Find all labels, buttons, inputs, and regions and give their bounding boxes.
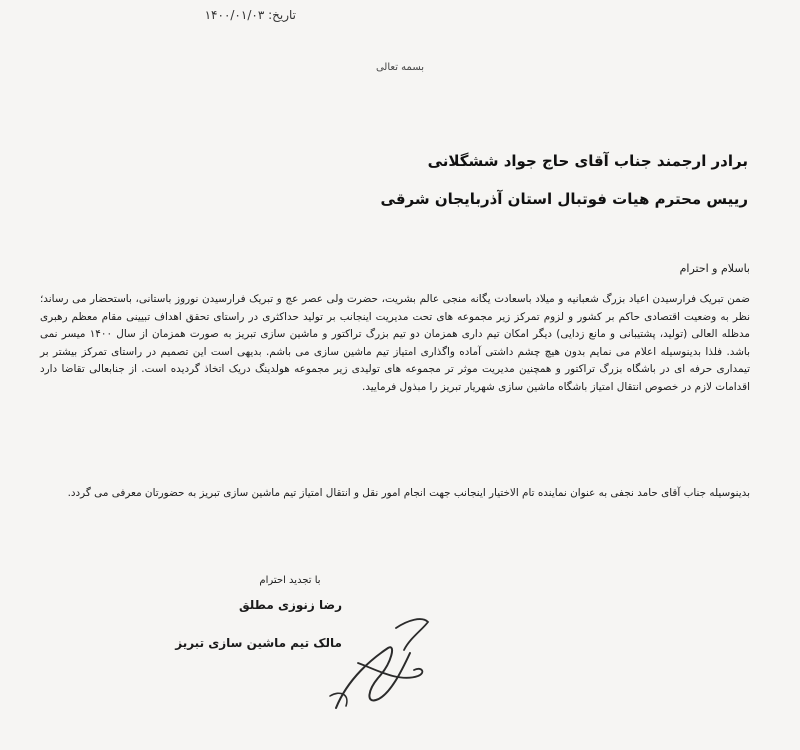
signer-title: مالک تیم ماشین سازی تبریز (175, 636, 342, 650)
recipient-name: برادر ارجمند جناب آقای حاج جواد ششگلانی (427, 152, 748, 170)
body-paragraph-2: بدینوسیله جناب آقای حامد نجفی به عنوان نماینده تام الاختیار اینجانب جهت انجام امور نقل و انتقال امتیاز تیم ماشین سازی تبریز به حضورتان معرفی می گردد. (67, 487, 750, 499)
letter-date: تاریخ: ۱۴۰۰/۰۱/۰۳ (204, 8, 296, 22)
recipient-title: رییس محترم هیات فوتبال استان آذربایجان شرقی (380, 190, 748, 208)
handwritten-signature (318, 608, 438, 720)
closing-regards: با تجدید احترام (259, 575, 321, 586)
signer-name: رضا زنوزی مطلق (238, 598, 342, 612)
body-paragraph-1: ضمن تبریک فرارسیدن اعیاد بزرگ شعبانیه و میلاد باسعادت یگانه منجی عالم بشریت، حضرت ولی عصر عج و تبریک فرارسیدن نوروز باستانی، باستحضار می رساند؛ نظر به وضعیت اقتصادی حاکم بر کشور و لزوم تمرکز زیر مجموعه های تحت مدیریت اینجانب بر تولید حداکثری در راستای تحقق اهداف تبیینی مقام معظم رهبری مدظله العالی (تولید، پشتیبانی و مانع زدایی) دیگر امکان تیم داری همزمان دو تیم بزرگ تراکتور و ماشین سازی تبریز به صورت همزمان از سال ۱۴۰۰ میسر نمی باشد. فلذا بدینوسیله اعلام می نمایم بدون هیچ چشم داشتی آماده واگذاری امتیاز تیم ماشین سازی می باشم. بدیهی است این تصمیم در راستای تمرکز بیشتر بر تیمداری حرفه ای در باشگاه بزرگ تراکتور و همچنین مدیریت موثر تر مجموعه های تولیدی زیر مجموعه هولدینگ دریک اتخاذ گردیده است. از جنابعالی تقاضا دارد اقدامات لازم در خصوص انتقال امتیاز باشگاه ماشین سازی شهریار تبریز را مبذول فرمایید. (40, 293, 750, 393)
greeting: باسلام و احترام (679, 262, 750, 275)
basmala: بسمه تعالی (375, 62, 425, 73)
